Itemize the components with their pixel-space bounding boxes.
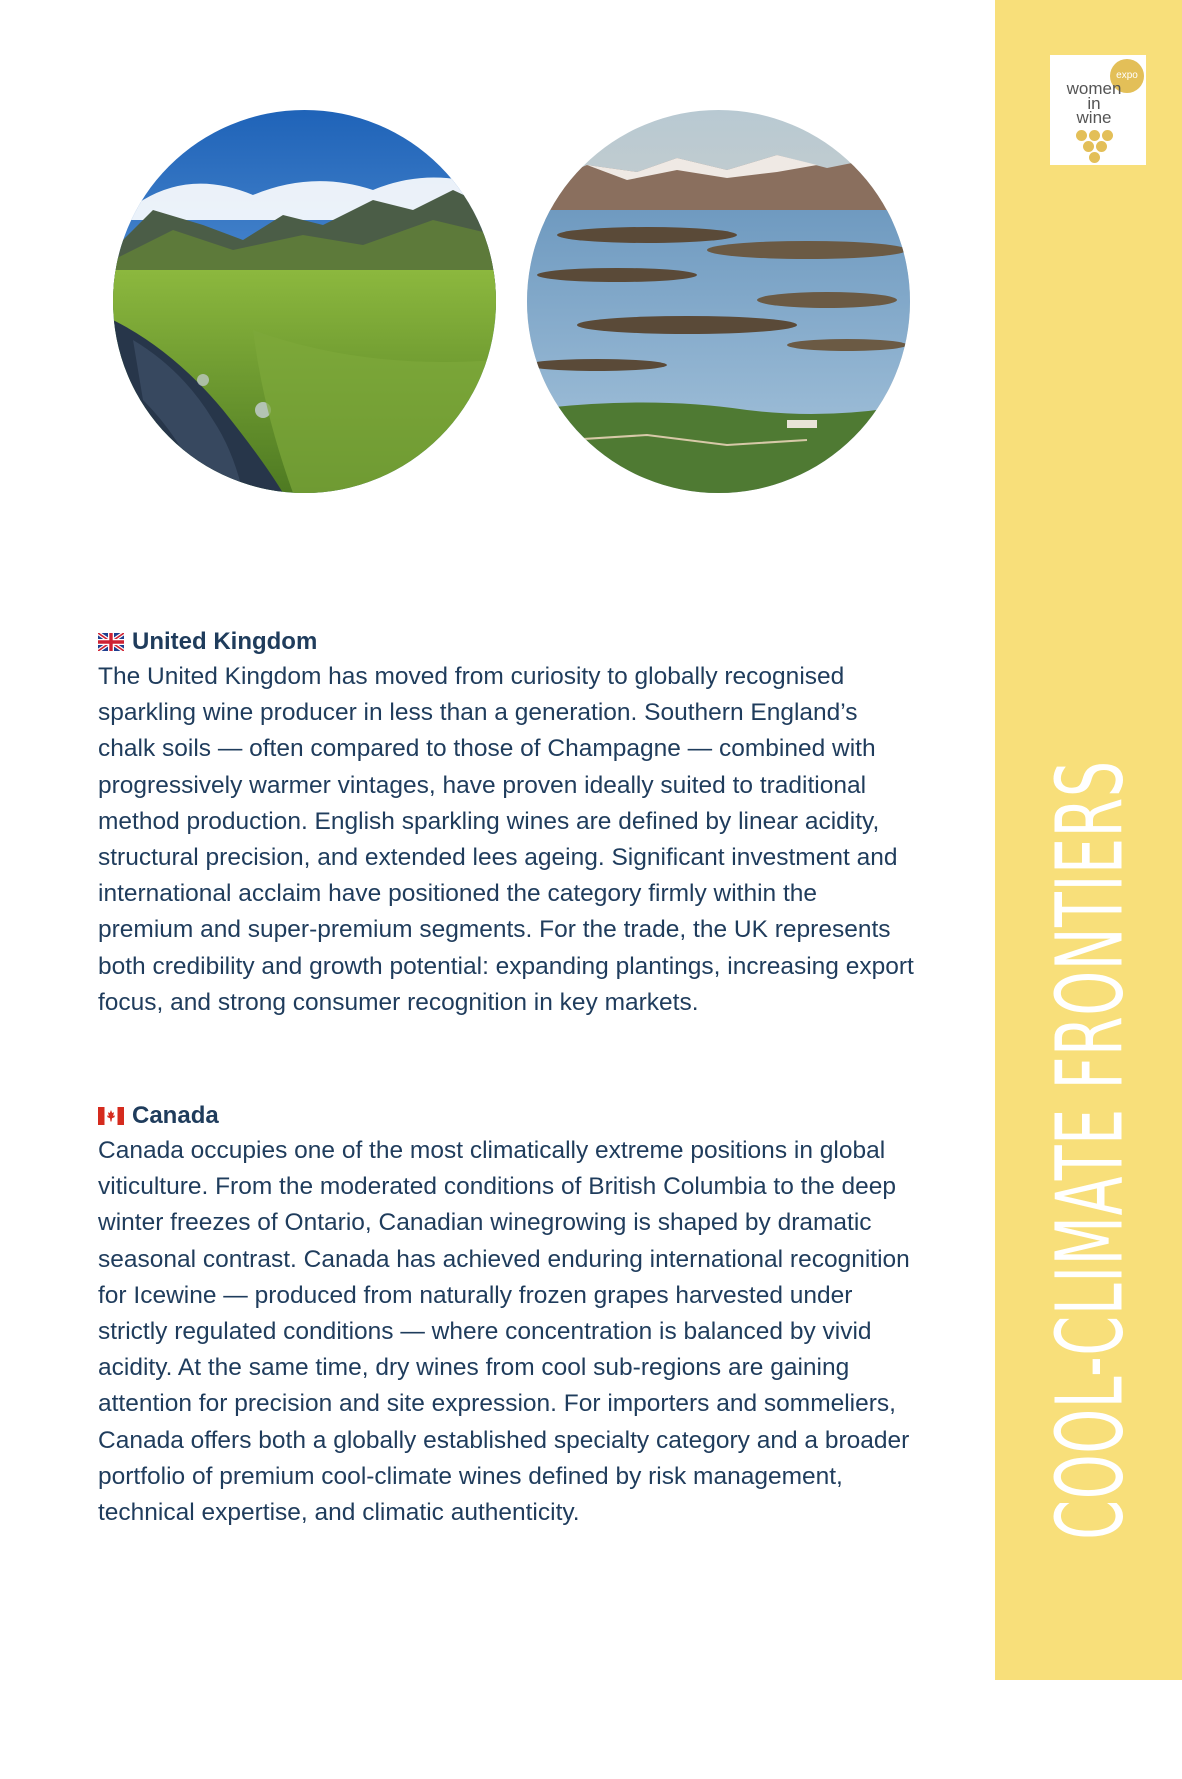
uk-section <box>98 625 918 1021</box>
vertical-title-text: COOL-CLIMATE FRONTIERS <box>1036 760 1144 1540</box>
section-vertical-title <box>1037 521 1144 1778</box>
canada-body: Canada occupies one of the most climatically extreme positions in global viticulture. From the moderated conditions of British Columbia to the deep winter freezes of Ontario, Canadian winegrowing is shaped by dramatic seasonal contrast. Canada has achieved enduring international recognition for Icewine — produced from naturally frozen grapes harvested under strictly regulated conditions — where concentration is balanced by vivid acidity. At the same time, dry wines from cool sub-regions are gaining attention for precision and site expression. For importers and sommeliers, Canada offers both a globally established specialty category and a broader portfolio of premium cool-climate wines defined by risk management, technical expertise, and climatic authenticity. <box>98 1137 910 1527</box>
grape-icon <box>1096 141 1107 152</box>
logo-word-wine: wine <box>1076 108 1112 127</box>
canada-title: Canada <box>132 1102 219 1129</box>
canada-heading <box>98 1099 918 1133</box>
valley-stream-photo <box>113 110 496 493</box>
canada-flag-icon <box>98 1107 124 1125</box>
grape-icon <box>1089 130 1100 141</box>
grape-icon <box>1076 130 1087 141</box>
uk-title: United Kingdom <box>132 628 318 655</box>
uk-flag-icon <box>98 633 124 651</box>
lake-islands-photo <box>527 110 910 493</box>
women-in-wine-logo <box>1050 55 1146 165</box>
grape-icon <box>1089 152 1100 163</box>
logo-word-in: in <box>1087 94 1101 113</box>
logo-badge: expo <box>1110 59 1144 93</box>
canada-section <box>98 1099 918 1531</box>
uk-body: The United Kingdom has moved from curiosity to globally recognised sparkling wine producer in less than a generation. Southern England’s chalk soils — often compared to those of Champagne — combined with progressively warmer vintages, have proven ideally suited to traditional method production. English sparkling wines are defined by linear acidity, structural precision, and extended lees ageing. Significant investment and international acclaim have positioned the category firmly within the premium and super-premium segments. For the trade, the UK represents both credibility and growth potential: expanding plantings, increasing export focus, and strong consumer recognition in key markets. <box>98 663 914 1016</box>
grape-icon <box>1102 130 1113 141</box>
uk-heading <box>98 625 918 659</box>
logo-word-women: women <box>1066 79 1122 98</box>
grape-icon <box>1083 141 1094 152</box>
